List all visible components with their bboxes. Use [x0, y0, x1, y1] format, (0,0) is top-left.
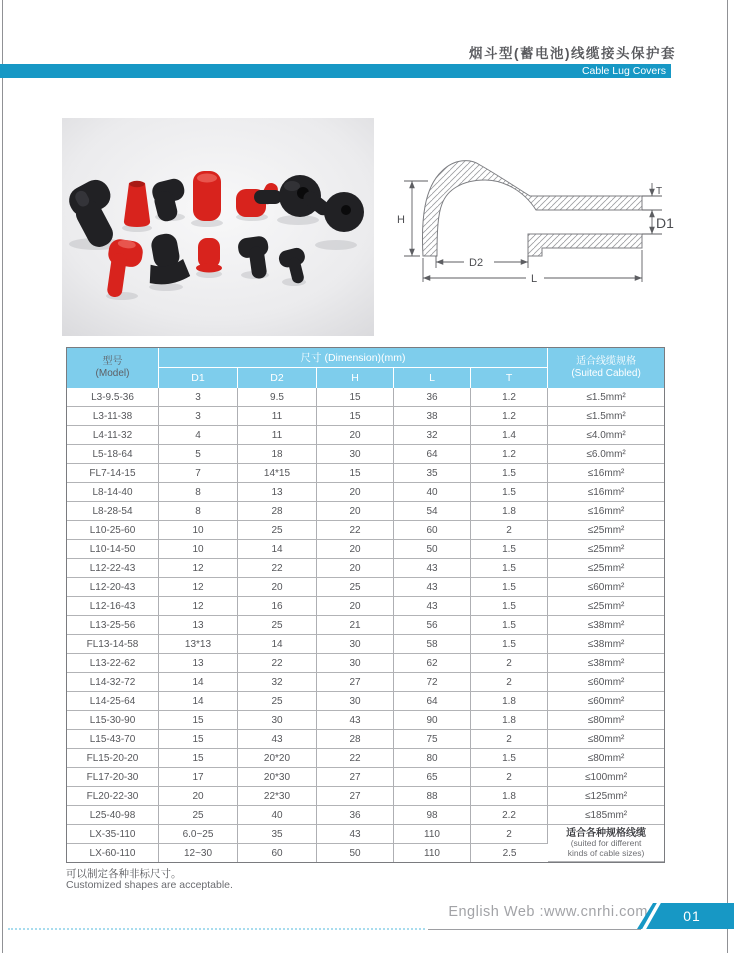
table-row: [67, 673, 664, 692]
cell-d2: 9.5: [238, 388, 317, 407]
label: 适合线缆规格: [576, 355, 637, 367]
cell-l: 32: [394, 426, 471, 445]
col-header-h: H: [317, 368, 394, 388]
cell-model: L12-20-43: [67, 578, 159, 597]
cell-d1: 14: [159, 673, 238, 692]
cell-t: 2: [471, 825, 548, 844]
table-row: [67, 426, 664, 445]
cell-d2: 25: [238, 616, 317, 635]
cell-model: L15-43-70: [67, 730, 159, 749]
cell-d2: 14*15: [238, 464, 317, 483]
cell-l: 43: [394, 597, 471, 616]
cell-suited: ≤38mm²: [548, 654, 664, 673]
cell-t: 2: [471, 768, 548, 787]
cell-d2: 22: [238, 654, 317, 673]
page-border-right: [727, 0, 728, 953]
cell-d2: 25: [238, 521, 317, 540]
note-cn: 可以制定各种非标尺寸。: [66, 868, 182, 880]
cell-d1: 20: [159, 787, 238, 806]
cell-d1: 15: [159, 711, 238, 730]
footer-dotted-line: [8, 928, 425, 930]
cell-model: FL15-20-20: [67, 749, 159, 768]
cell-l: 43: [394, 559, 471, 578]
cell-h: 28: [317, 730, 394, 749]
cell-d1: 8: [159, 502, 238, 521]
cell-l: 40: [394, 483, 471, 502]
table-row: [67, 692, 664, 711]
table-row: [67, 559, 664, 578]
cell-d2: 13: [238, 483, 317, 502]
cell-h: 20: [317, 540, 394, 559]
cell-model: L3-9.5-36: [67, 388, 159, 407]
cell-model: L10-14-50: [67, 540, 159, 559]
cell-t: 1.5: [471, 464, 548, 483]
cell-h: 22: [317, 521, 394, 540]
cell-suited: ≤80mm²: [548, 730, 664, 749]
dim-label-l: L: [531, 273, 538, 285]
cell-t: 1.5: [471, 559, 548, 578]
cell-d1: 15: [159, 749, 238, 768]
table-row: [67, 388, 664, 407]
footer-website: English Web :www.cnrhi.com: [448, 904, 648, 920]
footer-solid-line: [428, 929, 641, 930]
cell-model: L10-25-60: [67, 521, 159, 540]
cell-t: 1.8: [471, 787, 548, 806]
cell-d1: 3: [159, 388, 238, 407]
cell-t: 1.8: [471, 502, 548, 521]
cell-d1: 15: [159, 730, 238, 749]
table-row: [67, 597, 664, 616]
cell-d2: 20*30: [238, 768, 317, 787]
cell-h: 15: [317, 407, 394, 426]
cell-d1: 10: [159, 540, 238, 559]
cell-model: L4-11-32: [67, 426, 159, 445]
label: kinds of cable sizes): [567, 847, 645, 858]
table-row: [67, 749, 664, 768]
cell-suited: ≤1.5mm²: [548, 388, 664, 407]
cell-suited: ≤16mm²: [548, 483, 664, 502]
cell-t: 1.5: [471, 483, 548, 502]
cell-d2: 22*30: [238, 787, 317, 806]
red-small-cover: [196, 238, 222, 273]
cell-h: 15: [317, 388, 394, 407]
cell-t: 2: [471, 654, 548, 673]
cell-h: 50: [317, 844, 394, 862]
cell-d2: 20: [238, 578, 317, 597]
cell-l: 72: [394, 673, 471, 692]
col-header-dimension: 尺寸 (Dimension)(mm): [159, 348, 548, 368]
cell-model: L25-40-98: [67, 806, 159, 825]
cell-h: 20: [317, 597, 394, 616]
cell-t: 2: [471, 730, 548, 749]
cell-l: 50: [394, 540, 471, 559]
cell-d2: 43: [238, 730, 317, 749]
cell-t: 1.5: [471, 597, 548, 616]
cell-suited: ≤25mm²: [548, 559, 664, 578]
cell-l: 110: [394, 825, 471, 844]
cell-suited: ≤60mm²: [548, 578, 664, 597]
cell-h: 30: [317, 692, 394, 711]
cell-l: 64: [394, 445, 471, 464]
table-row: [67, 806, 664, 825]
cell-model: LX-35-110: [67, 825, 159, 844]
label: 适合各种规格线缆: [566, 828, 647, 840]
cell-d2: 16: [238, 597, 317, 616]
cell-d1: 7: [159, 464, 238, 483]
cell-d1: 13: [159, 654, 238, 673]
cell-model: L14-25-64: [67, 692, 159, 711]
cell-suited: ≤25mm²: [548, 540, 664, 559]
cell-suited: ≤80mm²: [548, 711, 664, 730]
cell-h: 20: [317, 483, 394, 502]
cell-model: L12-16-43: [67, 597, 159, 616]
table-row: [67, 654, 664, 673]
cell-t: 2: [471, 673, 548, 692]
cell-t: 2: [471, 521, 548, 540]
cell-suited: ≤38mm²: [548, 635, 664, 654]
cell-suited-merged: [548, 825, 664, 862]
cell-model: L12-22-43: [67, 559, 159, 578]
cell-t: 1.2: [471, 407, 548, 426]
table-row: [67, 711, 664, 730]
cell-l: 64: [394, 692, 471, 711]
cell-d2: 22: [238, 559, 317, 578]
cell-l: 36: [394, 388, 471, 407]
cell-l: 56: [394, 616, 471, 635]
table-row: [67, 483, 664, 502]
cell-d2: 20*20: [238, 749, 317, 768]
cell-suited: ≤185mm²: [548, 806, 664, 825]
table-row: [67, 521, 664, 540]
page-title: 烟斗型(蓄电池)线缆接头保护套: [469, 46, 676, 61]
cell-d1: 12: [159, 559, 238, 578]
cell-d1: 4: [159, 426, 238, 445]
cell-l: 60: [394, 521, 471, 540]
cell-model: L14-32-72: [67, 673, 159, 692]
table-row: [67, 616, 664, 635]
cell-d2: 60: [238, 844, 317, 862]
cell-d2: 35: [238, 825, 317, 844]
spec-table: [66, 347, 665, 863]
cell-suited: ≤16mm²: [548, 464, 664, 483]
cell-suited: ≤80mm²: [548, 749, 664, 768]
cell-d2: 32: [238, 673, 317, 692]
cell-h: 30: [317, 445, 394, 464]
cell-t: 1.5: [471, 749, 548, 768]
cell-t: 1.5: [471, 616, 548, 635]
table-row: [67, 407, 664, 426]
cell-h: 30: [317, 635, 394, 654]
cell-d2: 18: [238, 445, 317, 464]
cell-d1: 10: [159, 521, 238, 540]
page-number-badge: [628, 903, 734, 929]
table-row: [67, 445, 664, 464]
cell-l: 38: [394, 407, 471, 426]
cell-h: 27: [317, 787, 394, 806]
cell-h: 36: [317, 806, 394, 825]
page-border-left: [2, 0, 3, 953]
dim-label-h: H: [397, 214, 405, 226]
page-number: 01: [683, 908, 701, 924]
red-cylinder-cover: [193, 171, 221, 221]
label: 型号: [102, 355, 123, 367]
cell-model: LX-60-110: [67, 844, 159, 862]
cell-t: 1.2: [471, 445, 548, 464]
cell-suited: ≤16mm²: [548, 502, 664, 521]
cell-l: 90: [394, 711, 471, 730]
cell-suited: ≤100mm²: [548, 768, 664, 787]
label: (Suited Cabled): [571, 368, 641, 379]
col-header-suited: [548, 348, 664, 388]
cell-d1: 13*13: [159, 635, 238, 654]
cell-h: 20: [317, 502, 394, 521]
cell-suited: ≤60mm²: [548, 692, 664, 711]
cell-t: 1.4: [471, 426, 548, 445]
table-row: [67, 540, 664, 559]
cell-d1: 3: [159, 407, 238, 426]
cell-d2: 14: [238, 540, 317, 559]
dimension-diagram: [390, 128, 710, 318]
cell-model: FL13-14-58: [67, 635, 159, 654]
cell-t: 2.2: [471, 806, 548, 825]
label: (Model): [95, 368, 130, 379]
cell-l: 54: [394, 502, 471, 521]
cell-model: L13-22-62: [67, 654, 159, 673]
cell-model: L3-11-38: [67, 407, 159, 426]
cell-h: 30: [317, 654, 394, 673]
col-header-d2: D2: [238, 368, 317, 388]
cell-l: 80: [394, 749, 471, 768]
cell-h: 20: [317, 426, 394, 445]
cell-model: L8-14-40: [67, 483, 159, 502]
cell-h: 43: [317, 711, 394, 730]
cell-h: 21: [317, 616, 394, 635]
cell-suited: ≤38mm²: [548, 616, 664, 635]
table-row: [67, 730, 664, 749]
cell-l: 65: [394, 768, 471, 787]
cell-h: 43: [317, 825, 394, 844]
cell-t: 1.5: [471, 635, 548, 654]
cell-d1: 17: [159, 768, 238, 787]
header-row-1: [67, 348, 664, 368]
cell-d1: 6.0~25: [159, 825, 238, 844]
cell-model: L13-25-56: [67, 616, 159, 635]
table-row: [67, 464, 664, 483]
cell-d1: 25: [159, 806, 238, 825]
table-row: [67, 578, 664, 597]
col-header-t: T: [471, 368, 548, 388]
cell-t: 1.5: [471, 540, 548, 559]
cell-d2: 11: [238, 407, 317, 426]
cell-l: 62: [394, 654, 471, 673]
col-header-model: [67, 348, 159, 388]
cell-d2: 40: [238, 806, 317, 825]
cell-h: 25: [317, 578, 394, 597]
cell-l: 98: [394, 806, 471, 825]
cell-d2: 25: [238, 692, 317, 711]
cover-cross-section-lower: [528, 234, 642, 256]
cell-t: 2.5: [502, 847, 517, 859]
cell-d1: 12~30: [159, 844, 238, 862]
cell-d1: 12: [159, 597, 238, 616]
cell-l: 58: [394, 635, 471, 654]
cell-l: 110: [394, 844, 471, 862]
cell-t: 1.8: [471, 692, 548, 711]
dim-label-d1: D1: [656, 215, 674, 231]
cell-model: FL20-22-30: [67, 787, 159, 806]
cell-t: 1.2: [471, 388, 548, 407]
table-row: [67, 502, 664, 521]
cell-d2: 14: [238, 635, 317, 654]
cell-d1: 8: [159, 483, 238, 502]
cell-model: FL7-14-15: [67, 464, 159, 483]
table-row: [67, 787, 664, 806]
cell-t: 1.8: [471, 711, 548, 730]
cell-d1: 12: [159, 578, 238, 597]
cell-suited: ≤6.0mm²: [548, 445, 664, 464]
cell-suited: ≤25mm²: [548, 597, 664, 616]
dim-label-d2: D2: [469, 257, 484, 269]
cell-h: 27: [317, 768, 394, 787]
table-row: [67, 768, 664, 787]
cell-t: 1.5: [471, 578, 548, 597]
cell-suited: ≤1.5mm²: [548, 407, 664, 426]
cell-d2: 28: [238, 502, 317, 521]
table-row: [67, 825, 664, 844]
cell-l: 43: [394, 578, 471, 597]
col-header-l: L: [394, 368, 471, 388]
cell-l: 35: [394, 464, 471, 483]
cell-h: 27: [317, 673, 394, 692]
cell-d2: 30: [238, 711, 317, 730]
note-en: Customized shapes are acceptable.: [66, 879, 233, 891]
cell-suited: ≤125mm²: [548, 787, 664, 806]
col-header-d1: D1: [159, 368, 238, 388]
cell-suited: ≤25mm²: [548, 521, 664, 540]
cell-suited: ≤4.0mm²: [548, 426, 664, 445]
label: (suited for different: [570, 838, 642, 849]
cell-l: 75: [394, 730, 471, 749]
product-photo: [62, 118, 374, 336]
cell-d1: 13: [159, 616, 238, 635]
cell-model: L5-18-64: [67, 445, 159, 464]
dim-label-t: T: [656, 186, 663, 197]
table-row: [67, 635, 664, 654]
cell-h: 22: [317, 749, 394, 768]
cell-l: 88: [394, 787, 471, 806]
cell-suited: ≤60mm²: [548, 673, 664, 692]
cell-h: 15: [317, 464, 394, 483]
cell-model: FL17-20-30: [67, 768, 159, 787]
cell-d2: 11: [238, 426, 317, 445]
cell-h: 20: [317, 559, 394, 578]
cell-model: L15-30-90: [67, 711, 159, 730]
cell-d1: 14: [159, 692, 238, 711]
section-banner: Cable Lug Covers: [0, 64, 671, 78]
cell-d1: 5: [159, 445, 238, 464]
cell-model: L8-28-54: [67, 502, 159, 521]
